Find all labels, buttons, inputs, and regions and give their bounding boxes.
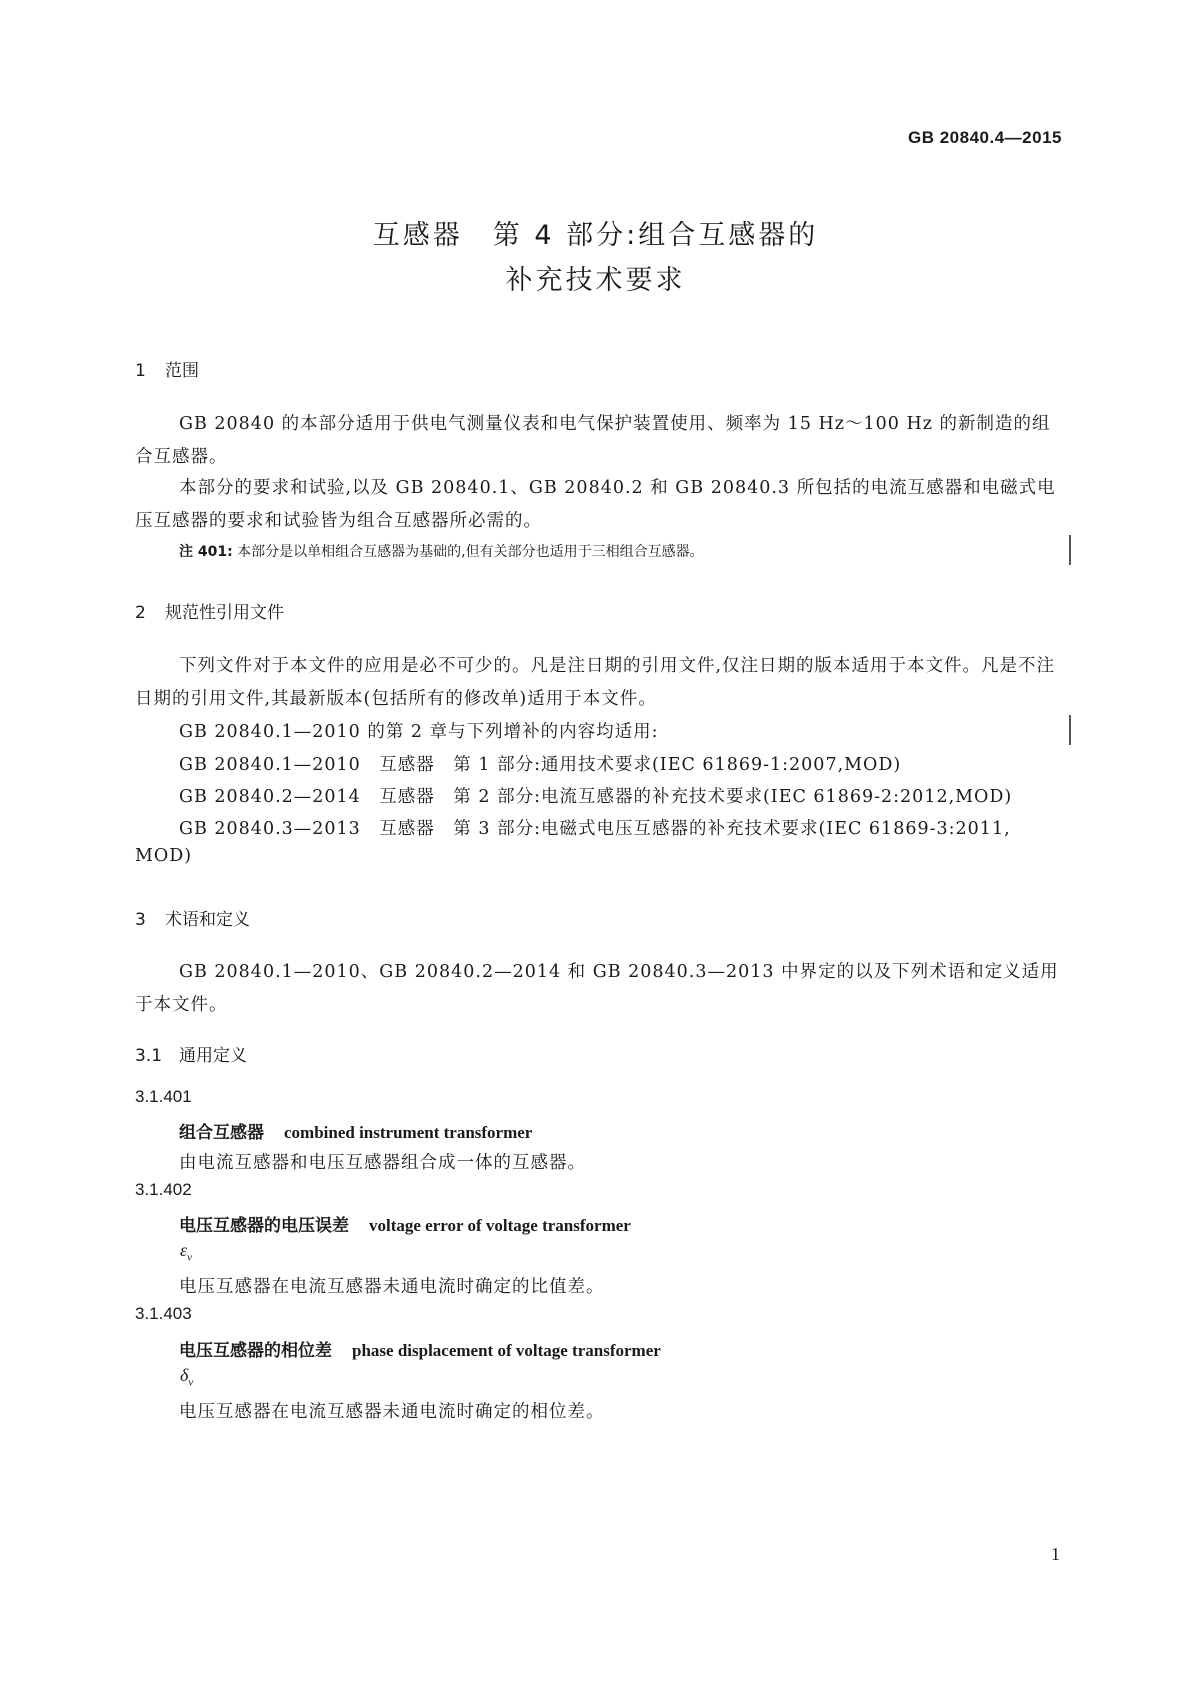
section-title: 范围 [165, 361, 199, 381]
note-text: 本部分是以单相组合互感器为基础的,但有关部分也适用于三相组合互感器。 [237, 544, 704, 560]
term-en: phase displacement of voltage transformer [352, 1341, 661, 1360]
standard-number: GB 20840.4—2015 [908, 128, 1062, 147]
term-name [179, 1336, 661, 1361]
document-title-line2: 补充技术要求 [505, 265, 686, 296]
section-number: 1 [135, 361, 146, 381]
note-401 [179, 541, 704, 561]
term-zh: 电压互感器的电压误差 [179, 1216, 349, 1236]
section-title: 规范性引用文件 [165, 603, 284, 623]
note-label: 注 401: [179, 544, 233, 560]
change-bar [1069, 715, 1071, 745]
term-symbol: $\delta_v$ [180, 1365, 194, 1389]
reference-item: GB 20840.1—2010 互感器 第 1 部分:通用技术要求(IEC 61869-1:2007,MOD) [179, 755, 902, 775]
section-1-heading [135, 356, 199, 381]
section-title: 术语和定义 [165, 910, 250, 930]
term-number: 3.1.402 [135, 1180, 192, 1199]
subsection-number: 3.1 [135, 1046, 163, 1066]
subsection-title: 通用定义 [179, 1046, 247, 1066]
symbol-subscript: v [187, 1251, 192, 1264]
term-en: voltage error of voltage transformer [369, 1216, 631, 1235]
reference-item-continuation: MOD) [135, 846, 193, 866]
document-title-line1: 互感器 第 4 部分:组合互感器的 [372, 220, 819, 251]
section-3-heading [135, 905, 250, 930]
reference-item: GB 20840.2—2014 互感器 第 2 部分:电流互感器的补充技术要求(IEC 61869-2:2012,MOD) [179, 787, 1013, 807]
term-definition: 由电流互感器和电压互感器组合成一体的互感器。 [179, 1153, 586, 1173]
section-number: 2 [135, 603, 146, 623]
subsection-3-1-heading [135, 1041, 247, 1066]
page-number: 1 [1051, 1544, 1060, 1564]
term-en: combined instrument transformer [284, 1123, 533, 1142]
term-zh: 组合互感器 [179, 1123, 264, 1143]
term-number: 3.1.401 [135, 1087, 192, 1106]
reference-item: GB 20840.3—2013 互感器 第 3 部分:电磁式电压互感器的补充技术要求(IEC 61869-3:2011, [179, 819, 1011, 839]
section-2-paragraph-2: GB 20840.1—2010 的第 2 章与下列增补的内容均适用: [179, 722, 659, 742]
term-definition: 电压互感器在电流互感器未通电流时确定的比值差。 [179, 1277, 605, 1297]
term-symbol: $\varepsilon_v$ [180, 1240, 192, 1264]
term-zh: 电压互感器的相位差 [179, 1341, 332, 1361]
section-2-paragraph-1: 下列文件对于本文件的应用是必不可少的。凡是注日期的引用文件,仅注日期的版本适用于本文件。凡是不注日期的引用文件,其最新版本(包括所有的修改单)适用于本文件。 [135, 656, 1056, 709]
section-1-paragraph-1: GB 20840 的本部分适用于供电气测量仪表和电气保护装置使用、频率为 15 Hz～100 Hz 的新制造的组合互感器。 [135, 414, 1051, 467]
section-2-heading [135, 598, 284, 623]
term-name [179, 1118, 532, 1143]
term-name [179, 1211, 631, 1236]
section-3-paragraph-1: GB 20840.1—2010、GB 20840.2—2014 和 GB 20840.3—2013 中界定的以及下列术语和定义适用于本文件。 [135, 962, 1059, 1015]
change-bar [1069, 535, 1071, 565]
term-definition: 电压互感器在电流互感器未通电流时确定的相位差。 [179, 1402, 605, 1422]
section-number: 3 [135, 910, 146, 930]
symbol-subscript: v [188, 1376, 194, 1389]
term-number: 3.1.403 [135, 1304, 192, 1323]
section-1-paragraph-2: 本部分的要求和试验,以及 GB 20840.1、GB 20840.2 和 GB 20840.3 所包括的电流互感器和电磁式电压互感器的要求和试验皆为组合互感器所必需的。 [135, 478, 1056, 531]
